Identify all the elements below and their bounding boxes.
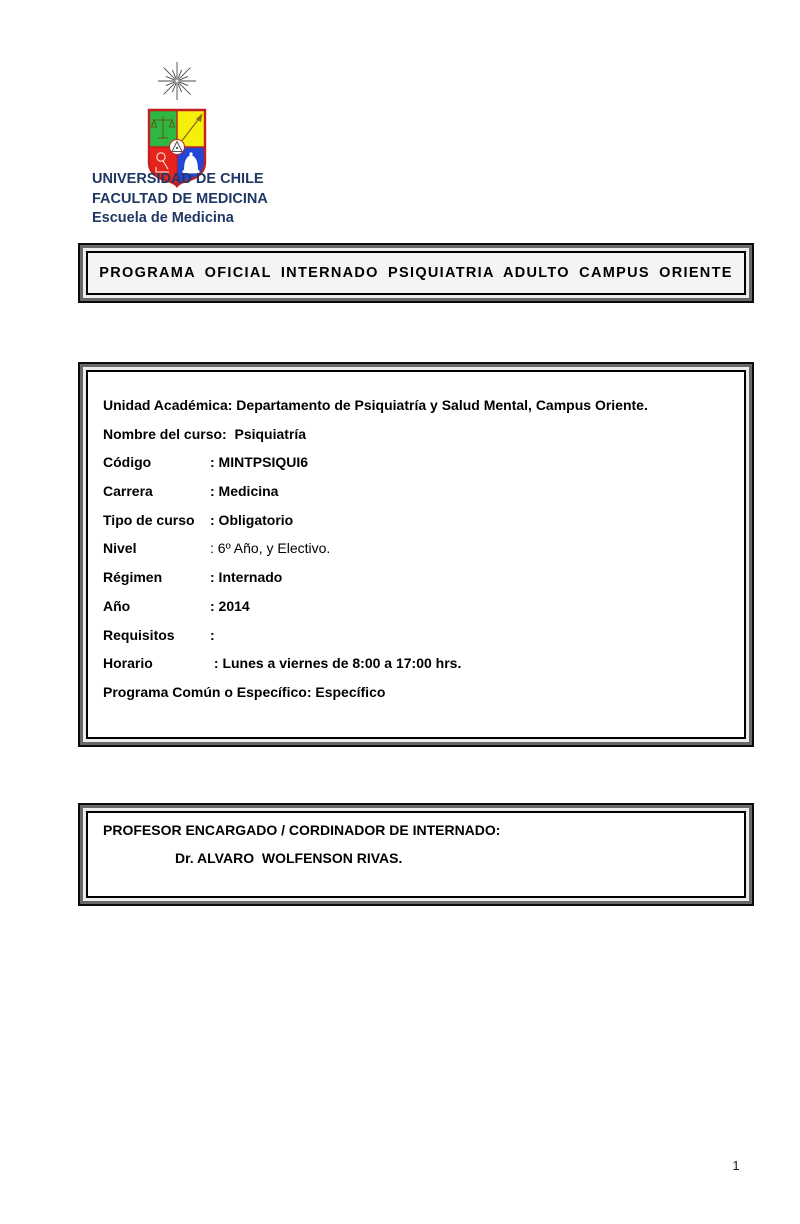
field-label: Requisitos <box>103 626 175 643</box>
coordinator-content <box>88 813 744 866</box>
field-label: Horario <box>103 655 153 672</box>
course-info-row <box>103 655 729 684</box>
course-info-rows <box>88 372 744 713</box>
course-info-row <box>103 483 729 512</box>
course-info-row <box>103 684 729 713</box>
course-info-row <box>103 598 729 627</box>
course-info-row <box>103 627 729 656</box>
letterhead-school: Escuela de Medicina <box>92 210 234 226</box>
field-label: Carrera <box>103 483 153 500</box>
field-value: : Lunes a viernes de 8:00 a 17:00 hrs. <box>210 655 462 672</box>
field-label: Programa Común o Específico: <box>103 683 312 700</box>
field-label: Unidad Académica: <box>103 397 233 413</box>
field-label: Nombre del curso: <box>103 425 227 442</box>
course-info-box <box>78 362 754 747</box>
field-label: Tipo de curso <box>103 511 195 528</box>
field-value: : <box>210 626 215 643</box>
course-info-row <box>103 512 729 541</box>
field-value: : 6º Año, y Electivo. <box>210 540 331 557</box>
coordinator-heading: PROFESOR ENCARGADO / CORDINADOR DE INTERNADO: <box>103 822 501 838</box>
course-info-gap <box>83 367 749 742</box>
coordinator-name: Dr. ALVARO WOLFENSON RIVAS. <box>175 850 403 866</box>
coordinator-gap <box>83 808 749 901</box>
field-label: Régimen <box>103 569 163 586</box>
title-banner <box>78 243 754 303</box>
letterhead-faculty: FACULTAD DE MEDICINA <box>92 190 268 207</box>
field-value: Departamento de Psiquiatría y Salud Mental, Campus Oriente. <box>232 397 648 413</box>
title-banner-inner <box>86 251 746 295</box>
field-value: : 2014 <box>210 597 250 614</box>
field-label: Código <box>103 454 152 471</box>
field-value: : Medicina <box>210 483 279 500</box>
field-value: : Internado <box>210 569 283 586</box>
title-banner-gap <box>83 248 749 298</box>
coordinator-box <box>78 803 754 906</box>
course-info-row <box>103 397 729 426</box>
document-title: PROGRAMA OFICIAL INTERNADO PSIQUIATRIA ADULTO CAMPUS ORIENTE <box>99 265 733 281</box>
field-value: Psiquiatría <box>226 425 307 442</box>
course-info-row <box>103 454 729 483</box>
field-label: Año <box>103 597 131 614</box>
field-value: Específico <box>311 683 386 700</box>
field-label: Nivel <box>103 540 137 557</box>
course-info-row <box>103 569 729 598</box>
coordinator-inner <box>86 811 746 898</box>
letterhead <box>92 170 268 229</box>
course-info-row <box>103 540 729 569</box>
course-info-inner <box>86 370 746 739</box>
course-info-row <box>103 426 729 455</box>
field-value: : MINTPSIQUI6 <box>210 454 309 471</box>
letterhead-university: UNIVERSIDAD DE CHILE <box>92 171 264 187</box>
page-number: 1 <box>732 1158 740 1173</box>
field-value: : Obligatorio <box>210 511 294 528</box>
